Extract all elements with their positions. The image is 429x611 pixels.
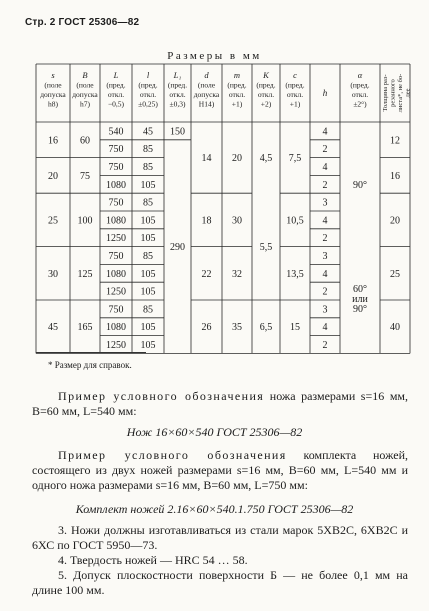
cell-c: 10,5	[286, 215, 304, 227]
cell-m: 30	[232, 215, 242, 227]
cell-L: 1080	[106, 268, 126, 280]
example1-lead: Пример условного обозначения	[58, 389, 265, 403]
header-line: откл.	[139, 90, 157, 99]
header-line: откл.	[286, 90, 304, 99]
cell-L: 750	[108, 251, 124, 262]
example1-text	[32, 389, 408, 419]
header-line: +2)	[260, 99, 272, 109]
header-symbol: B	[82, 70, 88, 80]
header-line: ±0,25)	[138, 99, 158, 109]
header-line: откл.	[228, 90, 246, 99]
header-symbol: α	[357, 70, 363, 80]
cell-h: 2	[322, 179, 328, 191]
cell-L: 750	[108, 144, 124, 156]
example2-body: комплекта ножей, состоящего из двух ножей размерами s=16 мм, B=60 мм, L=540 мм и одного ножа размерами s=16 мм, B=60 мм, L=750 мм:	[32, 448, 409, 492]
cell-l: 45	[143, 126, 153, 138]
cell-l: 85	[143, 197, 153, 209]
header-line: откл.	[351, 90, 369, 99]
cell-b: 60	[80, 135, 90, 147]
cell-c: 15	[290, 322, 300, 334]
cell-l: 85	[143, 304, 153, 316]
table-caption: Размеры в мм	[167, 50, 262, 62]
cell-l: 85	[143, 162, 153, 173]
cell-K: 4,5	[259, 153, 273, 165]
header-line: h7)	[80, 99, 90, 109]
cell-L: 750	[108, 162, 124, 173]
header-line: (пред.	[106, 80, 126, 90]
cell-l: 85	[143, 251, 153, 262]
cell-thickness: 12	[390, 135, 400, 147]
example1-body: ножа размерами s=16 мм, B=60 мм, L=540 мм:	[32, 389, 409, 418]
cell-l: 105	[140, 340, 156, 351]
paragraph-5: 5. Допуск плоскостности поверхности Б — не более 0,1 мм на длине 100 мм.	[32, 568, 408, 597]
header-symbol: l	[146, 70, 150, 80]
header-line: (пред.	[256, 80, 276, 90]
cell-h: 4	[322, 268, 328, 280]
cell-d: 26	[201, 322, 212, 334]
cell-h: 4	[322, 215, 328, 227]
paragraph-3: 3. Ножи должны изготавливаться из стали марок 5ХВ2С, 6ХВ2С и 6ХС по ГОСТ 5950—73.	[32, 523, 408, 552]
header-thickness-line: лее	[404, 88, 412, 98]
header-line: H14)	[198, 99, 215, 109]
cell-c: 7,5	[288, 153, 302, 165]
cell-h: 2	[322, 286, 328, 298]
header-line: допуска	[72, 90, 98, 99]
example2-lead: Пример условного обозначения	[58, 448, 287, 462]
cell-L1: 150	[170, 126, 185, 138]
cell-d: 14	[201, 153, 212, 165]
cell-K: 5,5	[259, 242, 273, 254]
cell-K: 6,5	[259, 322, 273, 334]
cell-h: 2	[322, 340, 328, 351]
header-symbol: L	[113, 70, 119, 80]
paragraph-4: 4. Твердость ножей — HRC 54 … 58.	[58, 553, 248, 567]
header-line: ±2°)	[353, 99, 367, 109]
cell-h: 4	[322, 162, 328, 173]
cell-alpha: 60°	[353, 284, 367, 296]
cell-b: 100	[77, 215, 93, 227]
header-symbol: s	[51, 70, 55, 80]
header-line: −0,5)	[107, 99, 125, 109]
header-line: +1)	[231, 99, 243, 109]
cell-d: 22	[201, 268, 212, 280]
header-line: (поле	[197, 80, 216, 90]
cell-s: 45	[48, 322, 58, 334]
cell-alpha: 90°	[353, 179, 367, 191]
cell-L: 1250	[106, 340, 126, 351]
header-line: (пред.	[350, 80, 370, 90]
header-symbol: L₁	[173, 70, 182, 80]
cell-h: 2	[322, 233, 328, 245]
cell-h: 3	[322, 251, 328, 262]
cell-L: 750	[108, 197, 124, 209]
example1-formula: Нож 16×60×540 ГОСТ 25306—82	[126, 425, 303, 439]
cell-l: 105	[140, 215, 156, 227]
header-line: (пред.	[285, 80, 305, 90]
example2-text	[32, 448, 408, 493]
header-line: h8)	[48, 99, 58, 109]
cell-alpha: 90°	[353, 304, 367, 316]
cell-l: 105	[140, 286, 156, 298]
header-thickness-line: резанного	[389, 79, 397, 107]
cell-h: 2	[322, 144, 328, 156]
cell-thickness: 40	[390, 322, 400, 334]
cell-L: 540	[108, 126, 124, 138]
header-thickness-line: Толщина раз-	[382, 74, 389, 112]
header-symbol: m	[233, 70, 241, 80]
cell-h: 4	[322, 126, 328, 138]
cell-thickness: 20	[390, 215, 400, 227]
cell-h: 3	[322, 304, 328, 316]
cell-s: 25	[48, 215, 58, 227]
cell-l: 105	[140, 233, 156, 245]
cell-s: 30	[48, 268, 58, 280]
header-9: h	[322, 88, 328, 98]
cell-thickness: 25	[390, 268, 400, 280]
cell-l: 105	[140, 179, 156, 191]
cell-b: 125	[77, 268, 93, 280]
header-line: (поле	[44, 80, 62, 90]
header-line: откл.	[169, 90, 186, 99]
cell-L: 750	[108, 304, 124, 316]
cell-b: 165	[77, 322, 93, 334]
cell-L: 1080	[106, 215, 126, 227]
cell-m: 35	[232, 322, 242, 334]
header-line: (поле	[76, 80, 94, 90]
cell-L: 1250	[106, 233, 126, 245]
cell-d: 18	[201, 215, 212, 227]
header-line: допуска	[40, 90, 66, 99]
footnote-rule	[36, 352, 146, 353]
header-symbol: d	[204, 70, 209, 80]
cell-s: 16	[48, 135, 58, 147]
header-line: ±0,3)	[169, 99, 186, 109]
header-thickness-line: листа*, не бо-	[397, 73, 404, 113]
header-line: (пред.	[167, 80, 188, 90]
header-symbol: c	[293, 70, 297, 80]
cell-thickness: 16	[390, 170, 400, 182]
footnote: * Размер для справок.	[48, 360, 132, 370]
cell-c: 13,5	[286, 268, 304, 280]
page-header: Стр. 2 ГОСТ 25306—82	[25, 17, 140, 28]
cell-s: 20	[48, 170, 58, 182]
header-symbol: K	[263, 70, 269, 80]
header-line: откл.	[107, 90, 125, 99]
header-line: откл.	[257, 90, 275, 99]
cell-h: 4	[322, 322, 328, 334]
cell-l: 85	[143, 144, 153, 156]
cell-h: 3	[322, 197, 328, 209]
example2-formula: Комплект ножей 2.16×60×540.1.750 ГОСТ 25306—82	[75, 502, 354, 516]
cell-L: 1250	[106, 286, 126, 298]
header-line: (пред.	[227, 80, 247, 90]
cell-b: 75	[80, 170, 90, 182]
header-line: (пред.	[138, 80, 158, 90]
cell-L1: 290	[170, 242, 185, 254]
header-line: +1)	[289, 99, 301, 109]
cell-l: 105	[140, 322, 156, 334]
cell-m: 32	[232, 268, 242, 280]
cell-m: 20	[232, 153, 242, 165]
header-line: допуска	[193, 90, 220, 99]
cell-alpha: или	[352, 294, 368, 306]
cell-L: 1080	[106, 179, 126, 191]
cell-L: 1080	[106, 322, 126, 334]
cell-l: 105	[140, 268, 156, 280]
